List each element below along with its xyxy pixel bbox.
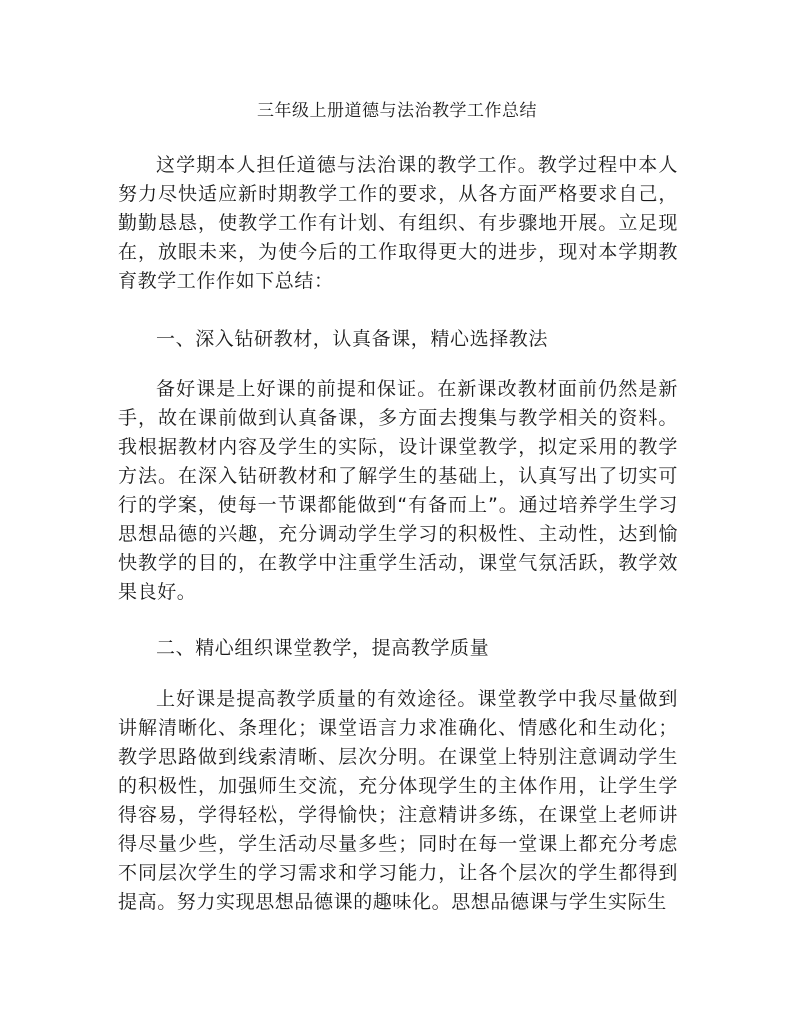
section-heading-1: 一、深入钻研教材，认真备课，精心选择教法 [156,328,549,350]
page-title: 三年级上册道德与法治教学工作总结 [257,101,537,121]
section-body-1: 备好课是上好课的前提和保证。在新课改教材面前仍然是新手，故在课前做到认真备课，多方面去搜集与教学相关的资料。我根据教材内容及学生的实际，设计课堂教学，拟定采用的教学方法。在深入钻研教材和了解学生的基础上，认真写出了切实可行的学案，使每一节课都能做到“有备而上”。通过培养学生学习思想品德的兴趣，充分调动学生学习的积极性、主动性，达到愉快教学的目的，在教学中注重学生活动，课堂气氛活跃，教学效果良好。 [118,378,678,603]
section-body-2: 上好课是提高教学质量的有效途径。课堂教学中我尽量做到讲解清晰化、条理化；课堂语言力求准确化、情感化和生动化；教学思路做到线索清晰、层次分明。在课堂上特别注意调动学生的积极性，加强师生交流，充分体现学生的主体作用，让学生学得容易，学得轻松，学得愉快；注意精讲多练，在课堂上老师讲得尽量少些，学生活动尽量多些；同时在每一堂课上都充分考虑不同层次学生的学习需求和学习能力，让各个层次的学生都得到提高。努力实现思想品德课的趣味化。思想品德课与学生实际生 [118,688,678,913]
section-heading-2: 二、精心组织课堂教学，提高教学质量 [156,637,490,659]
intro-paragraph: 这学期本人担任道德与法治课的教学工作。教学过程中本人努力尽快适应新时期教学工作的要求，从各方面严格要求自己，勤勤恳恳，使教学工作有计划、有组织、有步骤地开展。立足现在，放眼未来，为使今后的工作取得更大的进步，现对本学期教育教学工作作如下总结： [118,154,678,292]
